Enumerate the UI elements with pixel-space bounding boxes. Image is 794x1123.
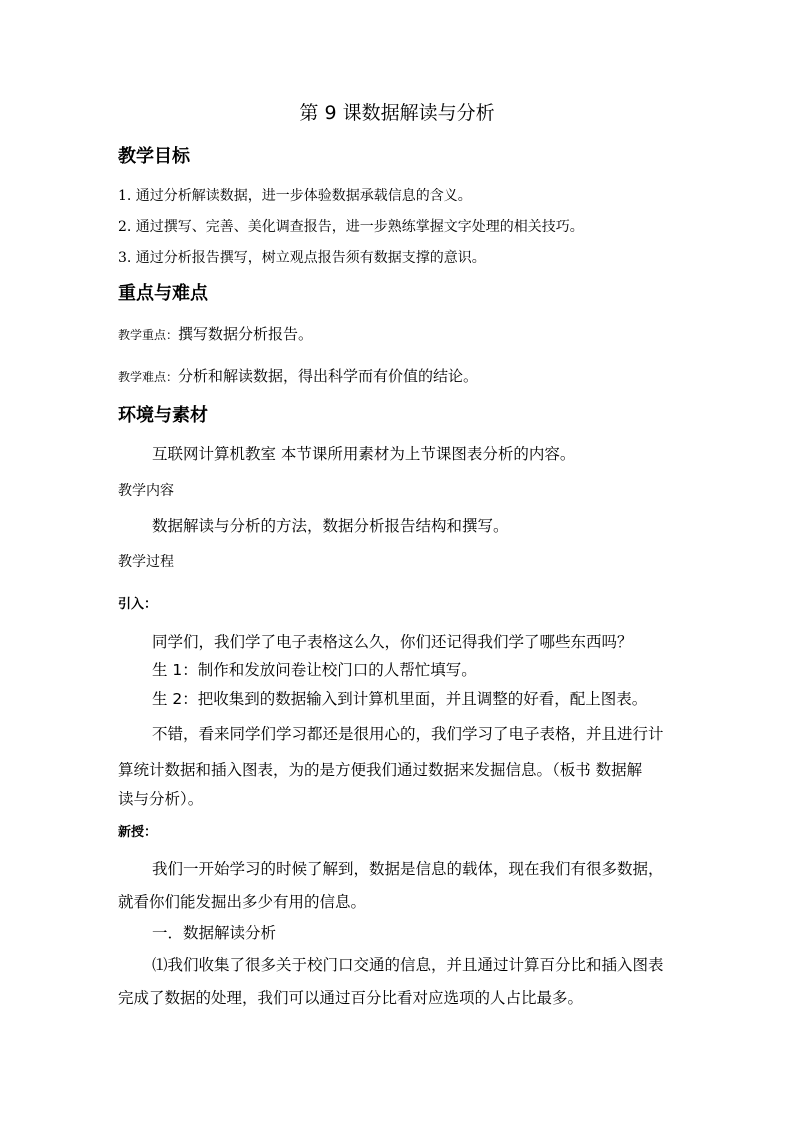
- summary-line-1: 不错，看来同学们学习都还是很用心的，我们学习了电子表格，并且进行计: [152, 725, 664, 743]
- intro-label: 引入：: [118, 597, 158, 612]
- objective-item-3: 3. 通过分析报告撰写，树立观点报告须有数据支撑的意识。: [118, 250, 486, 266]
- analysis-line-1: ⑴我们收集了很多关于校门口交通的信息，并且通过计算百分比和插入图表: [152, 956, 664, 974]
- content-text: 数据解读与分析的方法，数据分析报告结构和撰写。: [152, 517, 509, 535]
- teaching-focus-text: 撰写数据分析报告。: [178, 325, 314, 343]
- objective-item-2: 2. 通过撰写、完善、美化调查报告，进一步熟练掌握文字处理的相关技巧。: [118, 219, 584, 235]
- summary-line-2: 算统计数据和插入图表，为的是方便我们通过数据来发掘信息。（板书 数据解: [118, 761, 643, 779]
- environment-heading: 环境与素材: [118, 405, 208, 426]
- objectives-heading: 教学目标: [118, 146, 190, 167]
- new-line-1: 我们一开始学习的时候了解到，数据是信息的载体，现在我们有很多数据，: [152, 860, 664, 878]
- section-subheading: 一．数据解读分析: [152, 924, 277, 942]
- teaching-focus-label: 教学重点：: [118, 328, 179, 342]
- environment-text: 互联网计算机教室 本节课所用素材为上节课图表分析的内容。: [152, 445, 576, 463]
- new-label: 新授：: [118, 825, 158, 840]
- new-line-2: 就看你们能发掘出多少有用的信息。: [118, 893, 367, 911]
- teaching-difficulty-label: 教学难点：: [118, 370, 179, 384]
- content-label: 教学内容: [118, 483, 174, 499]
- analysis-line-2: 完成了数据的处理，我们可以通过百分比看对应选项的人占比最多。: [118, 989, 584, 1007]
- objective-item-1: 1. 通过分析解读数据，进一步体验数据承载信息的含义。: [118, 188, 472, 204]
- intro-line-3: 生 2：把收集到的数据输入到计算机里面，并且调整的好看，配上图表。: [152, 690, 648, 708]
- teaching-difficulty-text: 分析和解读数据，得出科学而有价值的结论。: [178, 367, 479, 385]
- intro-line-2: 生 1：制作和发放问卷让校门口的人帮忙填写。: [152, 661, 477, 679]
- teaching-difficulty-line: [118, 369, 478, 384]
- summary-line-3: 读与分析）。: [118, 790, 204, 808]
- process-label: 教学过程: [118, 554, 174, 570]
- teaching-focus-line: [118, 327, 313, 342]
- intro-line-1: 同学们，我们学了电子表格这么久，你们还记得我们学了哪些东西吗？: [152, 633, 633, 651]
- page-title: 第 9 课数据解读与分析: [299, 102, 495, 124]
- key-points-heading: 重点与难点: [118, 283, 208, 304]
